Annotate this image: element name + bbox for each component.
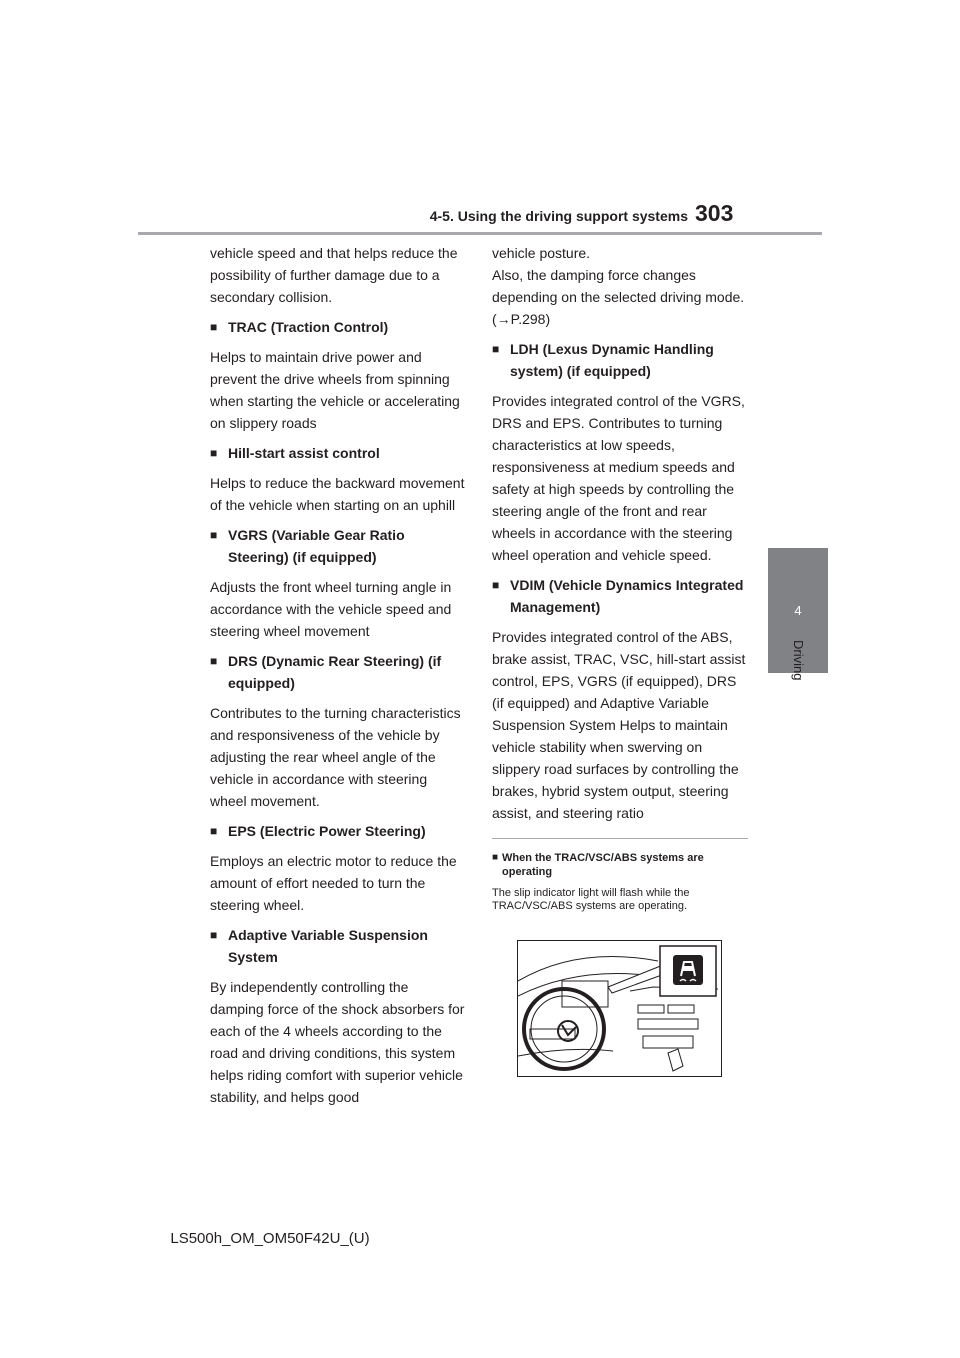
section-body-ldh: Provides integrated control of the VGRS, DRS and EPS. Contributes to turning characteristics at low speeds, responsiveness at medium speeds and safety at high speeds by controlling the steering angle of the front and rear wheels in accordance with the steering wheel operation and vehicle speed. bbox=[492, 393, 745, 563]
note-heading-text: When the TRAC/VSC/ABS systems are operating bbox=[502, 852, 704, 878]
header-title: 4-5. Using the driving support systems bbox=[429, 208, 688, 224]
left-intro-paragraph: vehicle speed and that helps reduce the possibility of further damage due to a secondary collision. bbox=[210, 245, 458, 305]
bullet-square-icon: ■ bbox=[210, 654, 218, 668]
footer-document-code: LS500h_OM_OM50F42U_(U) bbox=[170, 1230, 370, 1247]
heading-text: LDH (Lexus Dynamic Handling system) (if equipped) bbox=[510, 341, 714, 379]
section-heading-avs bbox=[210, 924, 466, 968]
heading-text: TRAC (Traction Control) bbox=[228, 319, 389, 335]
heading-text: EPS (Electric Power Steering) bbox=[228, 823, 426, 839]
left-column bbox=[210, 242, 466, 1116]
bullet-square-icon: ■ bbox=[210, 320, 218, 334]
bullet-square-icon: ■ bbox=[492, 852, 499, 863]
bullet-square-icon: ■ bbox=[210, 824, 218, 838]
section-heading-drs bbox=[210, 650, 466, 694]
right-intro-paragraph-2: Also, the damping force changes depending on the selected driving mode. (→P.298) bbox=[492, 267, 745, 327]
section-body-drs: Contributes to the turning characteristics and responsiveness of the vehicle by adjusting the rear wheel angle of the vehicle in accordance with steering wheel movement. bbox=[210, 705, 461, 809]
heading-text: VDIM (Vehicle Dynamics Integrated Management) bbox=[510, 577, 744, 615]
section-heading-trac bbox=[210, 316, 466, 338]
right-column bbox=[492, 242, 748, 913]
section-heading-hill-start bbox=[210, 442, 466, 464]
section-heading-vgrs bbox=[210, 524, 466, 568]
section-body-avs: By independently controlling the damping force of the shock absorbers for each of the 4 wheels according to the road and driving conditions, this system helps riding comfort with superior vehicle stability, and helps good bbox=[210, 979, 465, 1105]
dashboard-illustration-svg bbox=[518, 941, 721, 1076]
heading-text: DRS (Dynamic Rear Steering) (if equipped) bbox=[228, 653, 442, 691]
note-body: The slip indicator light will flash while the TRAC/VSC/ABS systems are operating. bbox=[492, 887, 690, 912]
bullet-square-icon: ■ bbox=[210, 528, 218, 542]
dashboard-illustration bbox=[517, 940, 722, 1077]
note-heading bbox=[492, 851, 748, 879]
bullet-square-icon: ■ bbox=[492, 342, 500, 356]
section-heading-vdim bbox=[492, 574, 748, 618]
slip-indicator-icon bbox=[673, 955, 703, 985]
header-rule bbox=[138, 232, 822, 235]
page-number: 303 bbox=[695, 200, 734, 226]
chapter-tab-label: Driving bbox=[791, 640, 806, 681]
section-body-vdim: Provides integrated control of the ABS, brake assist, TRAC, VSC, hill-start assist control, EPS, VGRS (if equipped), DRS (if equipped) and Adaptive Variable Suspension System Helps to maintain vehicle stability when swerving on slippery road surfaces by controlling the brakes, hybrid system output, steering assist, and steering ratio bbox=[492, 629, 746, 821]
chapter-tab-number: 4 bbox=[794, 603, 802, 618]
section-heading-ldh bbox=[492, 338, 748, 382]
heading-text: Adaptive Variable Suspension System bbox=[228, 927, 428, 965]
section-body-vgrs: Adjusts the front wheel turning angle in accordance with the vehicle speed and steering wheel movement bbox=[210, 579, 452, 639]
bullet-square-icon: ■ bbox=[492, 578, 500, 592]
bullet-square-icon: ■ bbox=[210, 446, 218, 460]
right-intro-paragraph: vehicle posture. bbox=[492, 245, 591, 261]
note-divider bbox=[492, 838, 748, 839]
section-body-trac: Helps to maintain drive power and prevent the drive wheels from spinning when starting the vehicle or accelerating on slippery roads bbox=[210, 349, 460, 431]
section-heading-eps bbox=[210, 820, 466, 842]
heading-text: VGRS (Variable Gear Ratio Steering) (if equipped) bbox=[228, 527, 405, 565]
section-body-hill-start: Helps to reduce the backward movement of the vehicle when starting on an uphill bbox=[210, 475, 465, 513]
bullet-square-icon: ■ bbox=[210, 928, 218, 942]
section-body-eps: Employs an electric motor to reduce the amount of effort needed to turn the steering wheel. bbox=[210, 853, 457, 913]
heading-text: Hill-start assist control bbox=[228, 445, 380, 461]
